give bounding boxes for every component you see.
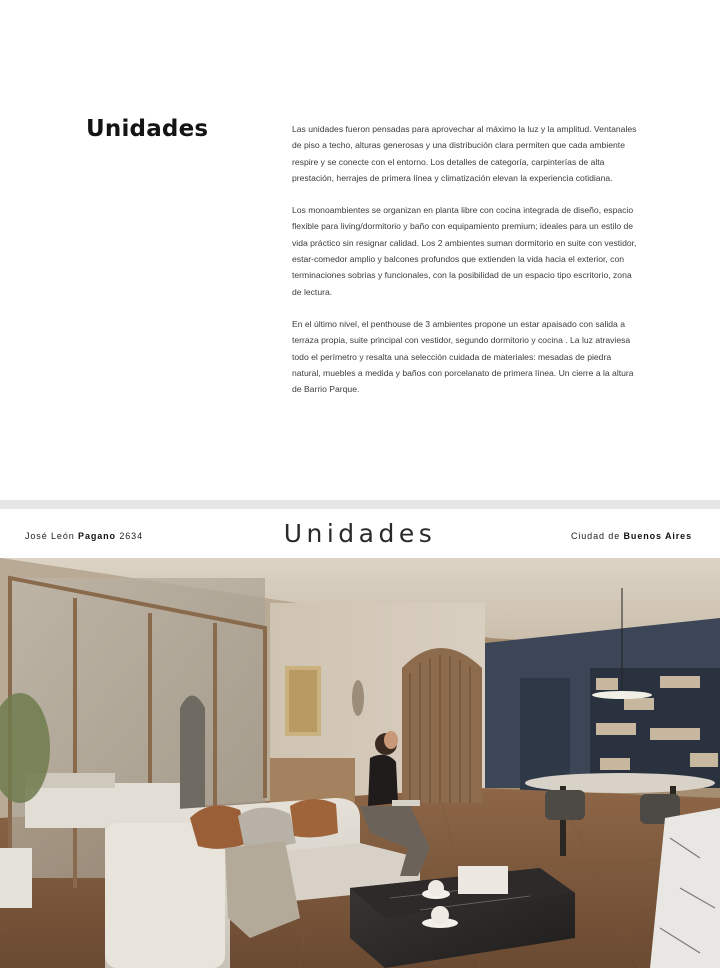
image-header: [0, 509, 720, 558]
paragraph-3: En el último nivel, el penthouse de 3 ambientes propone un estar apaisado con salida a terraza propia, suite principal con vestidor, segundo dormitorio y cocina . La luz atraviesa todo el perímetro y resalta una selección cuidada de materiales: mesadas de piedra natural, muebles a medida y baños con porcelanato de primera línea. Un cierre a la altura de Barrio Parque.: [292, 318, 634, 395]
address-street: Pagano: [78, 531, 116, 541]
header-title: Unidades: [283, 519, 437, 548]
body-text: [292, 121, 637, 413]
city-label: [571, 531, 692, 541]
paragraph-2: Los monoambientes se organizan en planta libre con cocina integrada de diseño, espacio flexible para living/dormitorio y baño con equipamiento premium; ideales para un estilo de vida práctico sin resignar calidad. Los 2 ambientes suman dormitorio en suite con vestidor, estar-comedor amplio y balcones profundos que extienden la vida hacia el exterior, con terminaciones sobrias y funcionales, con la posibilidad de un espacio tipo escritorio, zona de lectura.: [292, 205, 637, 297]
city-name: Buenos Aires: [623, 531, 692, 541]
city-prefix: Ciudad de: [570, 531, 621, 541]
address-number: 2634: [119, 531, 143, 541]
section-title: Unidades: [86, 116, 209, 142]
interior-render-image: [0, 558, 720, 968]
section-divider: [0, 500, 720, 509]
paragraph-1: Las unidades fueron pensadas para aprovechar al máximo la luz y la amplitud. Ventanales de piso a techo, alturas generosas y una distribución clara permiten que cada ambiente respire y se conecte con el entorno. Los detalles de categoría, carpinterías de alta prestación, herrajes de primera línea y climatización elevan la experiencia cotidiana.: [292, 124, 637, 183]
address-prefix: José León: [25, 531, 75, 541]
